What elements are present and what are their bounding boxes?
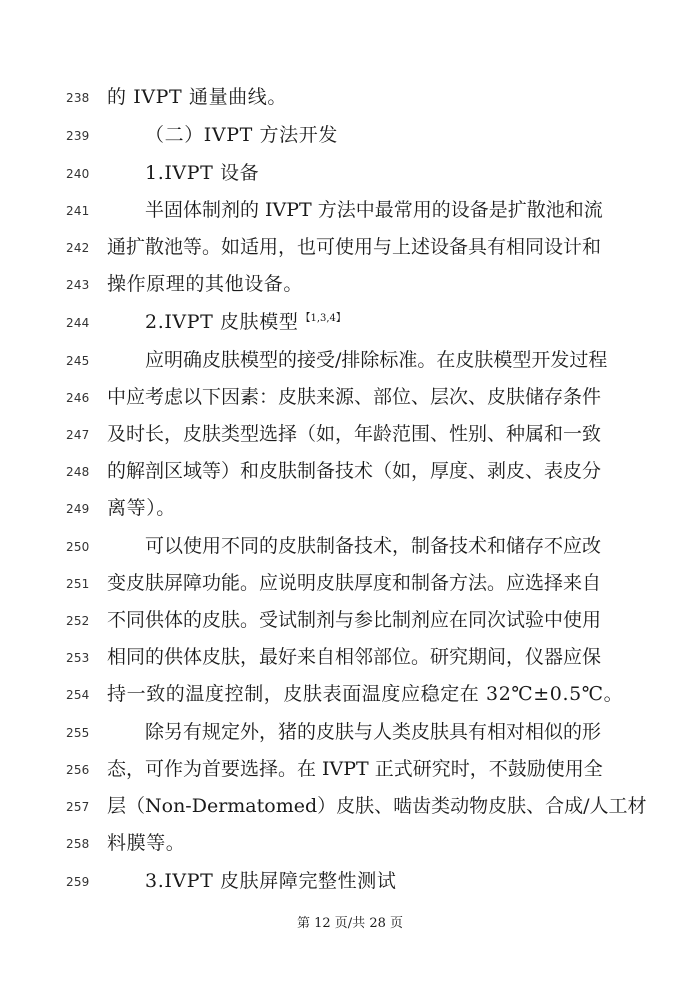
text-line — [0, 715, 700, 751]
line-number: 246 — [66, 391, 90, 405]
text-line — [0, 417, 700, 453]
text-line — [0, 118, 700, 154]
text-line — [0, 677, 700, 713]
line-number: 252 — [66, 614, 90, 628]
line-text: 的解剖区域等）和皮肤制备技术（如，厚度、剥皮、表皮分 — [107, 460, 602, 482]
text-line — [0, 193, 700, 229]
text-line — [0, 864, 700, 900]
line-text: 应明确皮肤模型的接受/排除标准。在皮肤模型开发过程 — [145, 349, 608, 371]
section-heading: （二）IVPT 方法开发 — [145, 124, 338, 146]
text-line — [0, 826, 700, 862]
line-number: 238 — [66, 91, 90, 105]
line-number: 243 — [66, 278, 90, 292]
line-text: 可以使用不同的皮肤制备技术，制备技术和储存不应改 — [145, 535, 602, 557]
text-line — [0, 529, 700, 565]
line-number: 256 — [66, 763, 90, 777]
line-number: 258 — [66, 837, 90, 851]
line-number: 251 — [66, 577, 90, 591]
subsection-heading: 1.IVPT 设备 — [145, 162, 260, 184]
text-line — [0, 305, 700, 341]
line-number: 241 — [66, 204, 90, 218]
text-line — [0, 80, 700, 116]
text-line — [0, 752, 700, 788]
line-number: 239 — [66, 129, 90, 143]
text-line — [0, 789, 700, 825]
line-text: 变皮肤屏障功能。应说明皮肤厚度和制备方法。应选择来自 — [107, 572, 602, 594]
line-number: 257 — [66, 800, 90, 814]
line-number: 249 — [66, 502, 90, 516]
line-number: 240 — [66, 167, 90, 181]
text-line — [0, 380, 700, 416]
line-number: 259 — [66, 875, 90, 889]
line-number: 254 — [66, 688, 90, 702]
line-text: 不同供体的皮肤。受试制剂与参比制剂应在同次试验中使用 — [107, 609, 602, 631]
text-line — [0, 640, 700, 676]
line-text: 态，可作为首要选择。在 IVPT 正式研究时，不鼓励使用全 — [107, 758, 603, 780]
heading-text: 2.IVPT 皮肤模型 — [145, 311, 299, 333]
text-line — [0, 454, 700, 490]
line-text: 中应考虑以下因素：皮肤来源、部位、层次、皮肤储存条件 — [107, 386, 602, 408]
line-text: 料膜等。 — [107, 832, 186, 854]
text-line — [0, 343, 700, 379]
subsection-heading — [145, 309, 346, 335]
line-text: 半固体制剂的 IVPT 方法中最常用的设备是扩散池和流 — [145, 199, 603, 221]
line-text: 层（Non-Dermatomed）皮肤、啮齿类动物皮肤、合成/人工材 — [107, 795, 647, 817]
text-line — [0, 230, 700, 266]
line-number: 242 — [66, 241, 90, 255]
line-number: 244 — [66, 316, 90, 330]
line-text: 除另有规定外，猪的皮肤与人类皮肤具有相对相似的形 — [145, 721, 602, 743]
text-line — [0, 603, 700, 639]
line-text: 相同的供体皮肤，最好来自相邻部位。研究期间，仪器应保 — [107, 646, 602, 668]
line-number: 248 — [66, 465, 90, 479]
text-line — [0, 491, 700, 527]
text-line — [0, 566, 700, 602]
subsection-heading: 3.IVPT 皮肤屏障完整性测试 — [145, 870, 397, 892]
text-line — [0, 267, 700, 303]
line-text: 操作原理的其他设备。 — [107, 273, 304, 295]
reference-marker: 【1,3,4】 — [300, 313, 346, 324]
line-number: 245 — [66, 354, 90, 368]
line-text: 离等）。 — [107, 497, 176, 519]
line-number: 255 — [66, 726, 90, 740]
line-text: 通扩散池等。如适用，也可使用与上述设备具有相同设计和 — [107, 236, 602, 258]
page-footer: 第 12 页/共 28 页 — [297, 916, 403, 931]
line-number: 250 — [66, 540, 90, 554]
line-number: 253 — [66, 651, 90, 665]
line-text: 持一致的温度控制，皮肤表面温度应稳定在 32℃±0.5℃。 — [107, 683, 624, 705]
line-text: 的 IVPT 通量曲线。 — [107, 86, 287, 108]
line-number: 247 — [66, 428, 90, 442]
text-line — [0, 156, 700, 192]
line-text: 及时长，皮肤类型选择（如，年龄范围、性别、种属和一致 — [107, 423, 602, 445]
